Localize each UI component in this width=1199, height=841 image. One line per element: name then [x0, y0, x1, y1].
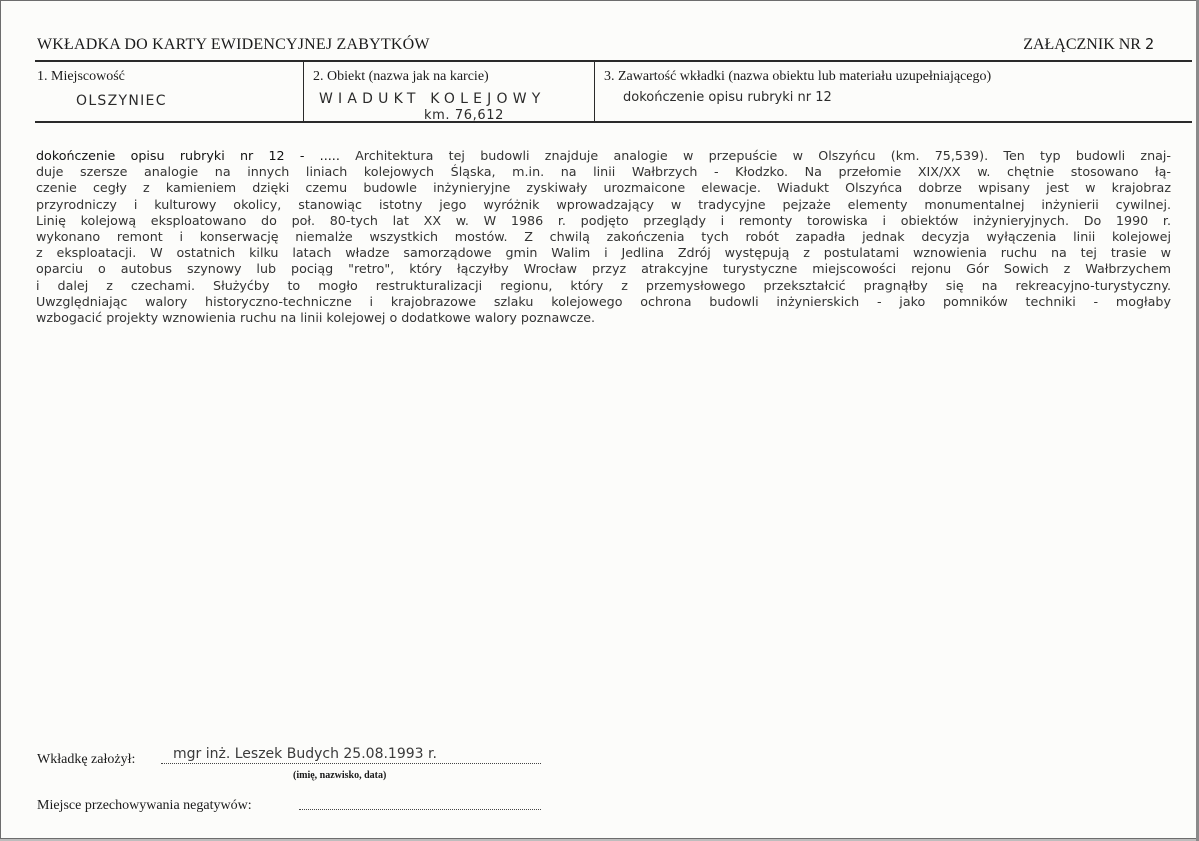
description-line: przyrodniczy i kulturowy okolicy, stanowiąc istotny jego wyróżnik wprowadzający w tradycyjne pejzaże elementy monumentalnej inżynierii cywilnej. — [36, 196, 1171, 212]
description-line: Uwzględniając walory historyczno-techniczne i krajobrazowe szlaku kolejowego ochrona budowli inżynierskich - jako pomników techniki - mogłaby — [36, 293, 1171, 309]
content-value: dokończenie opisu rubryki nr 12 — [623, 90, 832, 105]
header-top-rule — [35, 60, 1192, 62]
header-bottom-rule — [35, 121, 1192, 123]
locality-label: 1. Miejscowość — [37, 69, 125, 84]
annex-label-text: ZAŁĄCZNIK NR — [1023, 36, 1141, 53]
column-divider-1 — [303, 61, 304, 121]
description-line: z eksploatacji. W ostatnich kilku latach władze samorządowe gmin Walim i Jedlina Zdrój występują z postulatami wznowienia ruchu na tej trasie w — [36, 245, 1171, 261]
object-value: WIADUKT KOLEJOWY — [319, 91, 546, 107]
annex-number: 2 — [1144, 35, 1154, 53]
content-label: 3. Zawartość wkładki (nazwa obiektu lub materiału uzupełniającego) — [604, 69, 992, 84]
description-line: duje szersze analogie na innych liniach kolejowych Śląska, m.in. na linii Wałbrzych - Kłodzko. Na przełomie XIX/XX w. chętnie stosowano łą- — [36, 164, 1171, 180]
insert-created-value: mgr inż. Leszek Budych 25.08.1993 r. — [173, 746, 437, 762]
description-text — [36, 148, 1171, 326]
column-divider-2 — [594, 61, 595, 121]
description-line — [36, 148, 1171, 164]
insert-created-label: Wkładkę założył: — [37, 752, 136, 767]
description-line: wykonano remont i konserwację niemalże wszystkich mostów. Z chwilą zakończenia tych robót zapadła jednak decyzja wyłączenia linii kolejowej — [36, 229, 1171, 245]
annex-label — [1023, 35, 1154, 54]
card-title: WKŁADKA DO KARTY EWIDENCYJNEJ ZABYTKÓW — [37, 36, 430, 53]
insert-created-dotted-line — [161, 763, 541, 764]
description-lead: dokończenie opisu rubryki nr 12 - ..... — [36, 148, 356, 163]
name-date-caption: (imię, nazwisko, data) — [293, 770, 387, 781]
negatives-location-dotted-line — [299, 809, 541, 810]
description-line: oparciu o autobus szynowy lub pociąg "retro", który łączyłby Wrocław przyz atrakcyjne turystyczne miejscowości rejonu Gór Sowich z Wałbrzychem — [36, 261, 1171, 277]
description-line: czenie cegły z kamieniem dzięki czemu budowle inżynieryjne zyskiwały urozmaicone elewacje. Wiadukt Olszyńca dobrze wpisany jest w krajobraz — [36, 180, 1171, 196]
description-line: Linię kolejową eksploatowano do poł. 80-tych lat XX w. W 1986 r. podjęto przeglądy i remonty torowiska i obiektów inżynieryjnych. Do 1990 r. — [36, 212, 1171, 228]
object-label: 2. Obiekt (nazwa jak na karcie) — [313, 69, 489, 84]
locality-value: OLSZYNIEC — [76, 93, 167, 109]
description-line: wzbogacić projekty wznowienia ruchu na linii kolejowej o dodatkowe walory poznawcze. — [36, 310, 596, 326]
negatives-location-label: Miejsce przechowywania negatywów: — [37, 798, 252, 813]
description-line-text: Architektura tej budowli znajduje analogie w przepuście w Olszyńcu (km. 75,539). Ten typ budowli znaj- — [355, 148, 1171, 163]
object-value-km: km. 76,612 — [424, 108, 504, 123]
description-line: i dalej z czechami. Służyćby to mogło restrukturalizacji regionu, który z przemysłowego przekształcić pragnąłby się na rekreacyjno-turystyczny. — [36, 277, 1171, 293]
